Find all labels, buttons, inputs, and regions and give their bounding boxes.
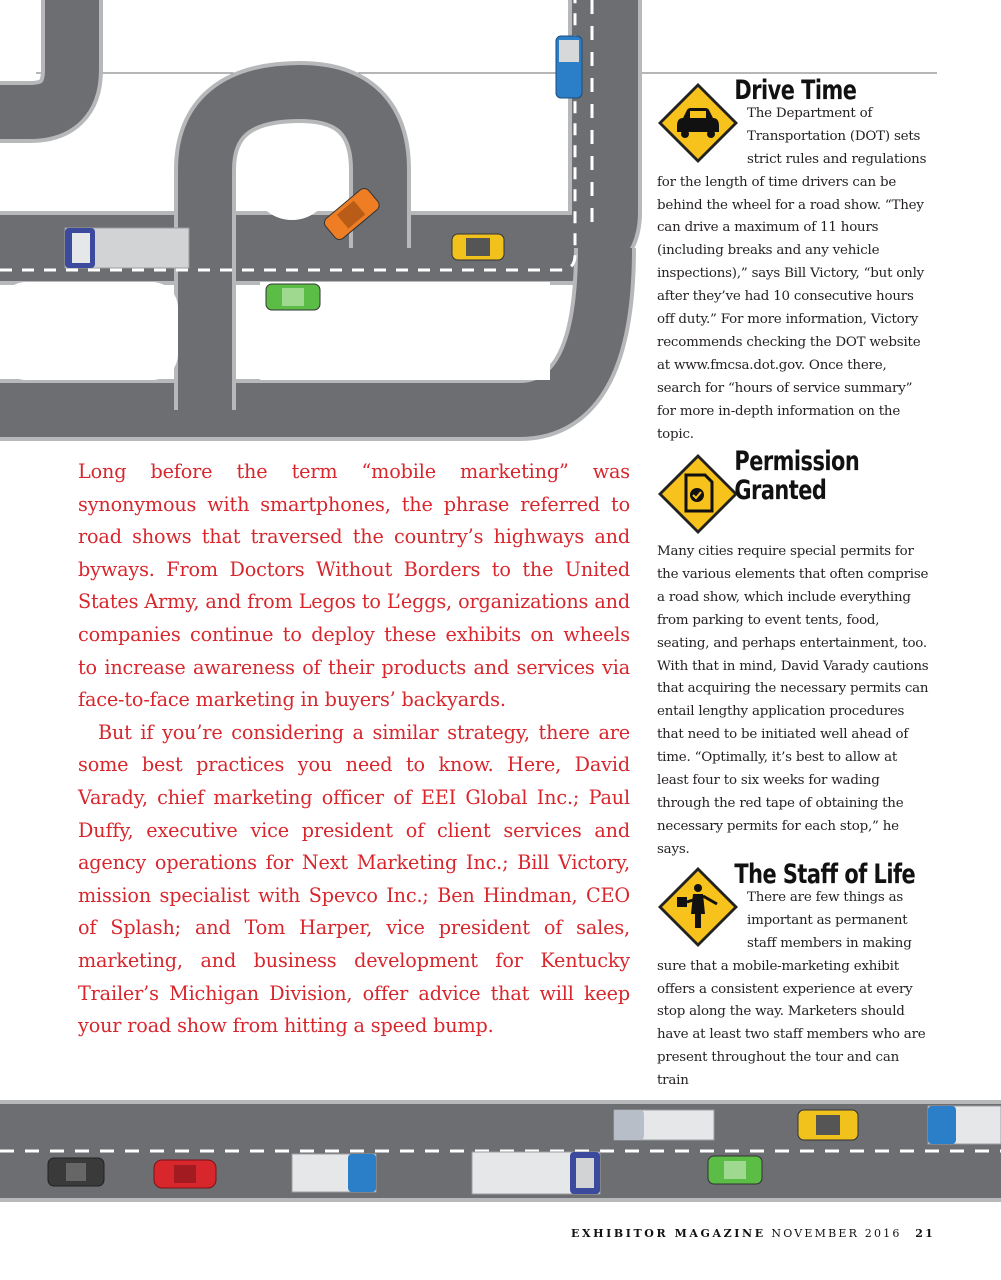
sidebar-permission-granted bbox=[657, 446, 929, 862]
black-car bbox=[48, 1158, 104, 1186]
section-title-line-1: Permission bbox=[734, 446, 860, 477]
page-number: 21 bbox=[915, 1227, 935, 1240]
sidebar-staff-of-life bbox=[657, 859, 929, 1093]
green-car-top bbox=[266, 284, 320, 310]
magazine-name: EXHIBITOR MAGAZINE bbox=[570, 1227, 766, 1240]
white-truck-bottom-1 bbox=[292, 1154, 376, 1192]
sidebar-drive-time bbox=[657, 75, 929, 447]
blue-truck-top bbox=[556, 36, 582, 98]
green-car-bottom bbox=[708, 1156, 762, 1184]
white-truck-bottom-2 bbox=[472, 1152, 600, 1194]
page-footer bbox=[571, 1227, 935, 1240]
section-body: Many cities require special permits for the various elements that often comprise a road show, which include everything from parking to event tents, food, seating, and perhaps entertainment, too. With that in mind, David Varady cautions that acquiring the necessary permits can entail lengthy application procedures that need to be initiated well ahead of time. “Optimally, it’s best to allow at least four to six weeks for wading through the red tape of obtaining the necessary permits for each stop,” he says. bbox=[657, 544, 929, 857]
taxi-top bbox=[452, 234, 504, 260]
section-body: The Department of Transportation (DOT) sets strict rules and regulations for the length of time drivers can be behind the wheel for a road show. “They can drive a maximum of 11 hours (including breaks and any vehicle inspections),” says Bill Victory, “but only after they’ve had 10 consecutive hours off duty.” For more information, Victory recommends checking the DOT website at www.fmcsa.dot.gov. Once there, search for “hours of service summary” for more in-depth information on the topic. bbox=[657, 105, 927, 442]
section-title: Drive Time bbox=[734, 75, 857, 106]
section-title-line-2: Granted bbox=[734, 474, 827, 506]
intro-paragraph-1: Long before the term “mobile marketing” was synonymous with smartphones, the phrase referred to road shows that traversed the country’s highways and byways. From Doctors Without Borders to the United States Army, and from Legos to L’eggs, organizations and companies continue to deploy these exhibits on wheels to increase awareness of their products and services via face-to-face marketing in buyers’ backyards. bbox=[78, 460, 630, 712]
intro-text bbox=[78, 456, 630, 1043]
red-car bbox=[154, 1160, 216, 1188]
intro-paragraph-2: But if you’re considering a similar strategy, there are some best practices you need to know. Here, David Varady, chief marketing officer of EEI Global Inc.; Paul Duffy, executive vice president of client services and agency operations for Next Marketing Inc.; Bill Victory, mission specialist with Spevco Inc.; Ben Hindman, CEO of Splash; and Tom Harper, vice president of sales, marketing, and business development for Kentucky Trailer’s Michigan Division, offer advice that will keep your road show from hitting a speed bump. bbox=[78, 720, 630, 1038]
issue-date: NOVEMBER 2016 bbox=[771, 1227, 902, 1240]
blue-truck-bottom bbox=[928, 1106, 1001, 1144]
truck-top-left bbox=[65, 228, 189, 268]
white-van-bottom bbox=[614, 1110, 714, 1140]
section-title: The Staff of Life bbox=[734, 859, 916, 890]
section-body: There are few things as important as permanent staff members in making sure that a mobile-marketing exhibit offers a consistent experience at every stop along the way. Marketers should have at least two staff members who are present throughout the tour and can train bbox=[657, 889, 926, 1089]
taxi-bottom bbox=[798, 1110, 858, 1140]
